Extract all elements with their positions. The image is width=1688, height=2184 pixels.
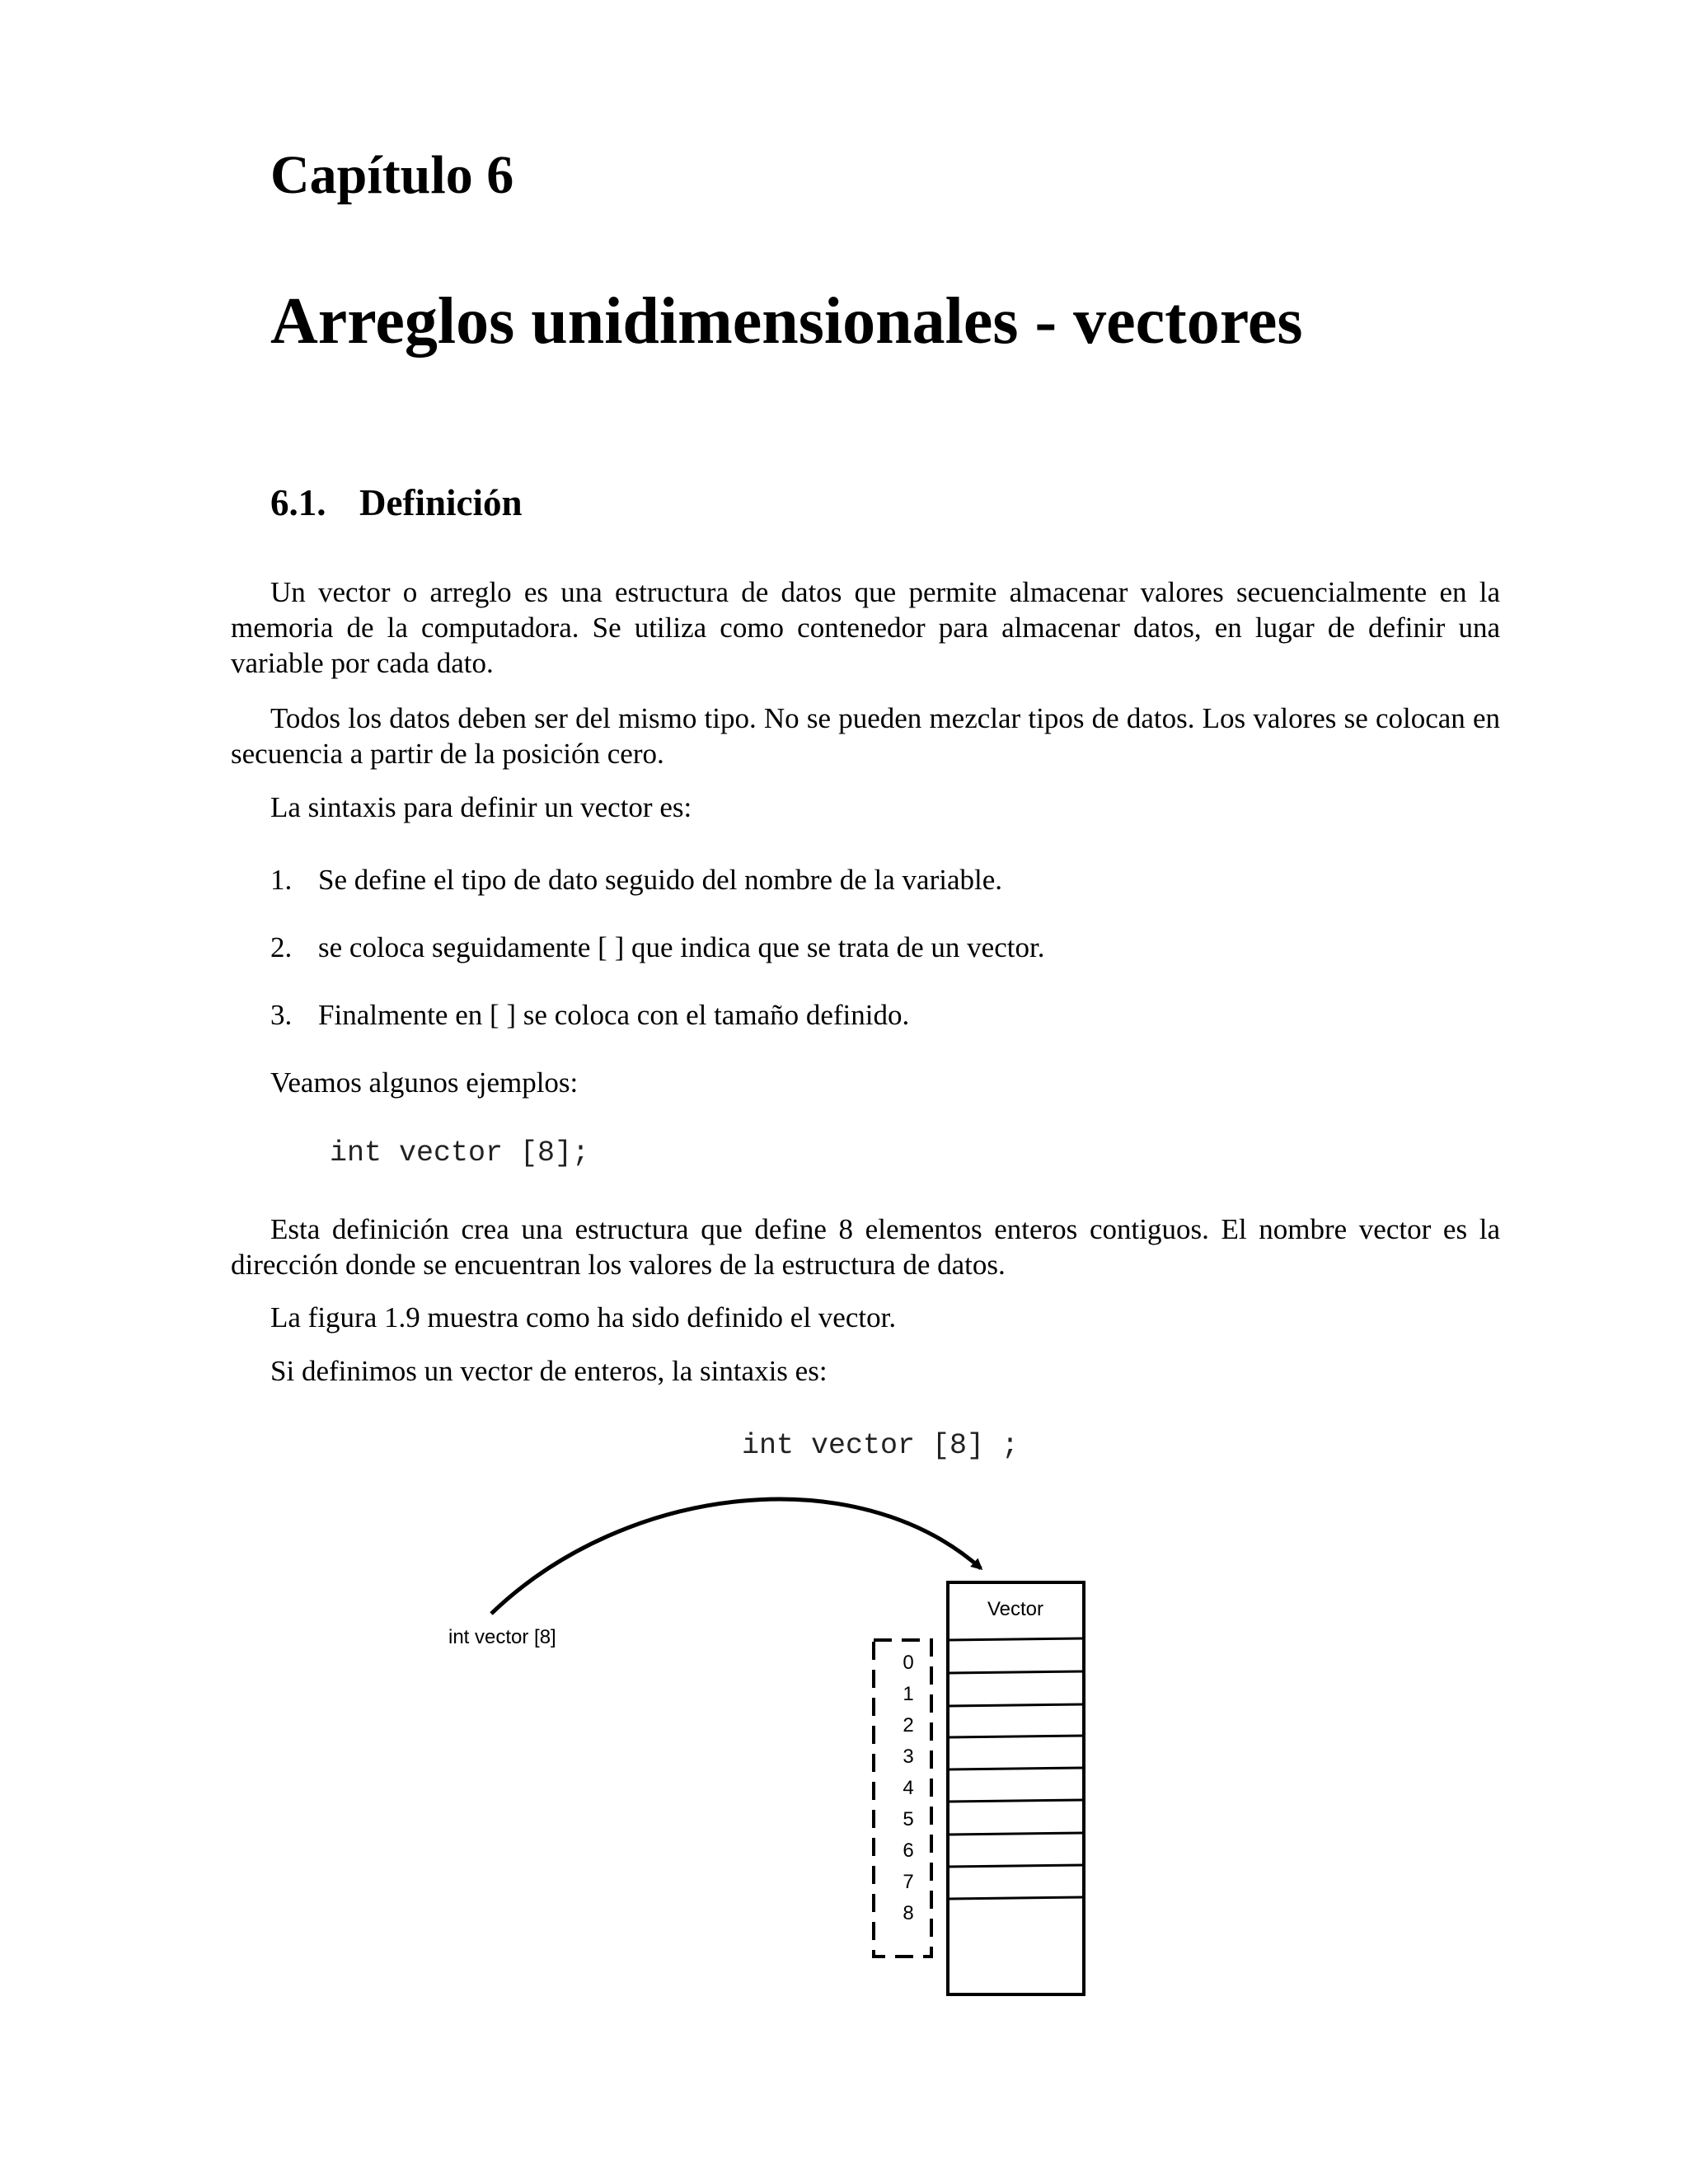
cell-divider (948, 1897, 1084, 1899)
section-number: 6.1. (270, 482, 326, 523)
paragraph-examples-intro: Veamos algunos ejemplos: (270, 1066, 579, 1099)
cell-divider (948, 1865, 1084, 1867)
paragraph-figure-reference: La figura 1.9 muestra como ha sido definido el vector. (270, 1301, 897, 1333)
list-item (270, 997, 1490, 1065)
list-item (270, 862, 1490, 930)
chapter-title: Arreglos unidimensionales - vectores (270, 285, 1303, 358)
cell-divider (948, 1671, 1084, 1673)
cell-divider (948, 1833, 1084, 1835)
paragraph-integer-syntax: Si definimos un vector de enteros, la sintaxis es: (270, 1355, 828, 1387)
cell-divider (948, 1638, 1084, 1640)
code-example-1: int vector [8]; (330, 1137, 590, 1169)
list-marker: 2. (270, 931, 293, 963)
index-label: 7 (903, 1871, 914, 1893)
list-marker: 3. (270, 999, 293, 1031)
vector-cell-dividers (948, 1638, 1084, 1899)
cell-divider (948, 1768, 1084, 1769)
index-label: 3 (903, 1746, 914, 1768)
list-item-text: se coloca seguidamente [ ] que indica que se trata de un vector. (318, 931, 1045, 963)
index-labels (903, 1652, 913, 1924)
code-example-2: int vector [8] ; (742, 1429, 1020, 1462)
cell-divider (948, 1800, 1084, 1802)
index-label: 4 (903, 1777, 914, 1799)
index-dashed-box (874, 1640, 931, 1957)
vector-box (948, 1582, 1084, 1994)
index-label: 0 (903, 1652, 914, 1674)
list-marker: 1. (270, 864, 293, 896)
index-label: 2 (903, 1714, 914, 1736)
index-label: 5 (903, 1808, 914, 1830)
paragraph-definition: Un vector o arreglo es una estructura de datos que permite almacenar valores secuencialmente en la memoria de la computadora. Se utiliza como contenedor para almacenar datos, en lugar de definir una variable por cada dato. (231, 576, 1500, 679)
paragraph-structure-explanation: Esta definición crea una estructura que define 8 elementos enteros contiguos. El nombre vector es la dirección donde se encuentran los valores de la estructura de datos. (231, 1213, 1500, 1281)
paragraph-syntax-intro: La sintaxis para definir un vector es: (270, 791, 692, 823)
section-heading (270, 482, 523, 523)
syntax-steps-list (270, 862, 1490, 1065)
list-item (270, 930, 1490, 997)
section-title: Definición (359, 482, 523, 523)
list-item-text: Se define el tipo de dato seguido del nombre de la variable. (318, 864, 1003, 896)
index-label: 1 (903, 1683, 914, 1705)
index-label: 6 (903, 1840, 914, 1862)
cell-divider (948, 1736, 1084, 1737)
cell-divider (948, 1704, 1084, 1706)
vector-box-label: Vector (987, 1598, 1044, 1620)
chapter-label: Capítulo 6 (270, 145, 514, 205)
arrow-curve (491, 1499, 981, 1614)
index-label: 8 (903, 1902, 914, 1924)
list-item-text: Finalmente en [ ] se coloca con el tamaño definido. (318, 999, 910, 1031)
paragraph-same-type: Todos los datos deben ser del mismo tipo. No se pueden mezclar tipos de datos. Los valores se colocan en secuencia a partir de la posición cero. (231, 702, 1500, 770)
source-label: int vector [8] (448, 1626, 556, 1648)
